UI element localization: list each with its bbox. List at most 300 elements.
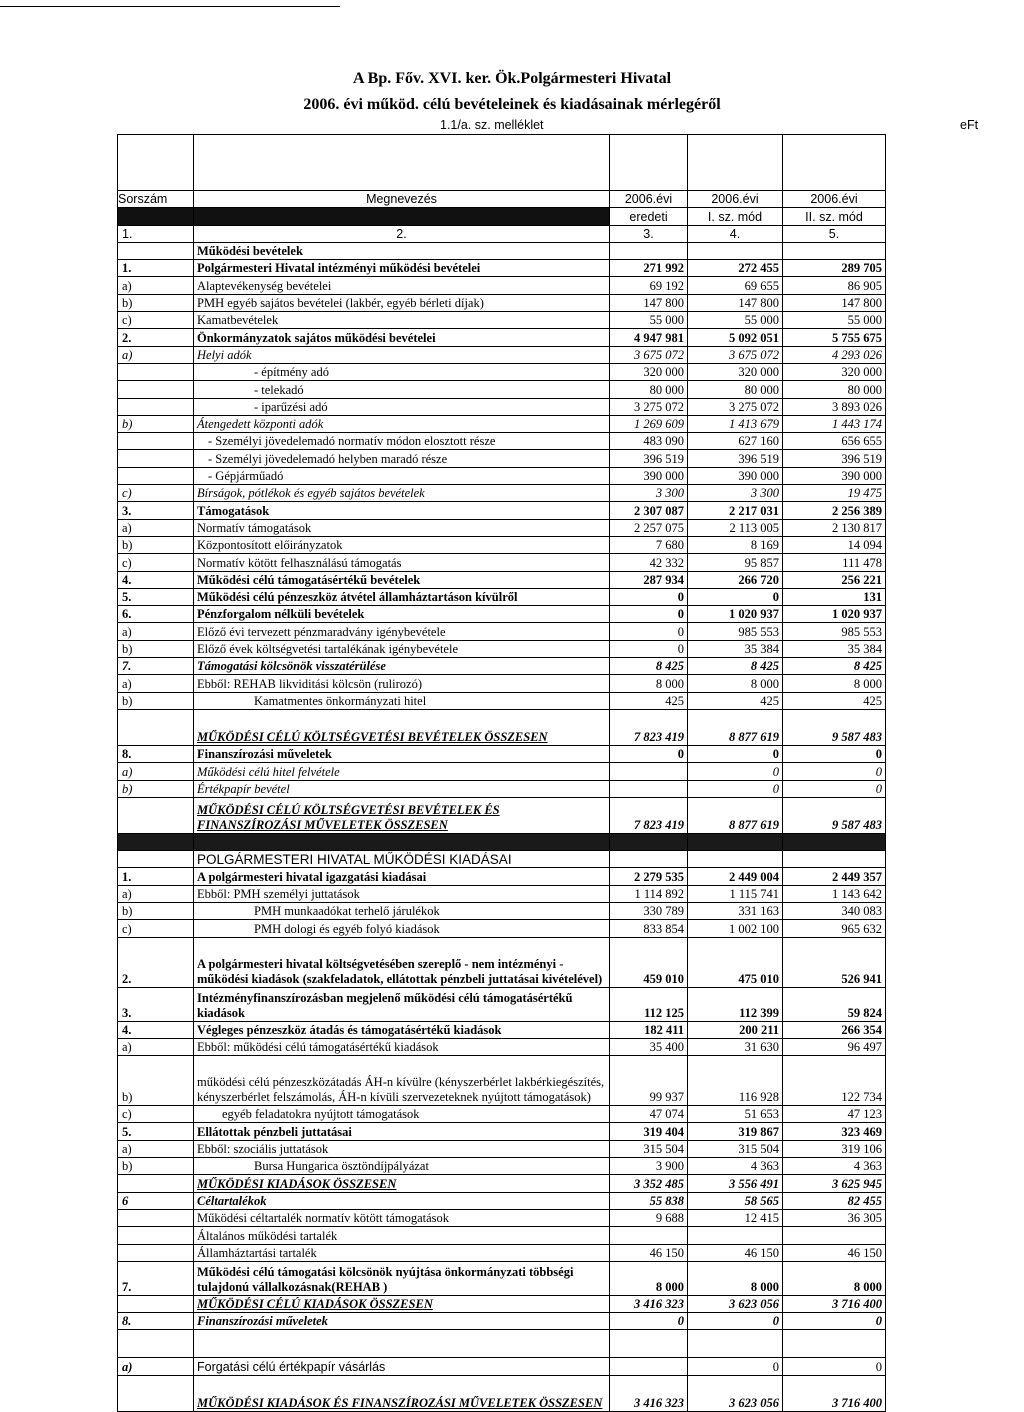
idx-4: 4.	[688, 225, 783, 242]
value-mod-1: 320 000	[688, 363, 783, 380]
table-row	[118, 277, 886, 294]
top-rule	[0, 6, 340, 7]
value-eredeti	[610, 1358, 688, 1375]
value-eredeti	[610, 1330, 688, 1358]
value-eredeti: 3 416 323	[610, 1375, 688, 1411]
row-number: c)	[118, 312, 194, 329]
value-eredeti: 8 425	[610, 658, 688, 675]
value-mod-1: 1 020 937	[688, 606, 783, 623]
value-eredeti: 147 800	[610, 294, 688, 311]
value-eredeti: 483 090	[610, 433, 688, 450]
value-mod-2: 3 893 026	[783, 398, 886, 415]
row-number	[118, 851, 194, 868]
value-mod-1: 12 415	[688, 1209, 783, 1226]
value-mod-1: 55 000	[688, 312, 783, 329]
value-eredeti: 320 000	[610, 363, 688, 380]
row-label: - Személyi jövedelemadó helyben maradó része	[194, 450, 610, 467]
value-eredeti: 35 400	[610, 1038, 688, 1055]
table-row	[118, 294, 886, 311]
value-mod-2: 0	[783, 780, 886, 797]
col3-bottom: eredeti	[610, 208, 688, 225]
value-mod-2: 0	[783, 1313, 886, 1330]
value-eredeti: 46 150	[610, 1244, 688, 1261]
table-row	[118, 1158, 886, 1175]
table-row	[118, 606, 886, 623]
row-number: 2.	[118, 329, 194, 346]
row-number: 6.	[118, 606, 194, 623]
table-row	[118, 1021, 886, 1038]
row-number: b)	[118, 415, 194, 432]
value-eredeti: 3 300	[610, 485, 688, 502]
table-row	[118, 398, 886, 415]
value-eredeti: 8 000	[610, 1261, 688, 1295]
row-label: Finanszírozási műveletek	[194, 1313, 610, 1330]
row-number	[118, 833, 194, 850]
value-mod-2: 9 587 483	[783, 797, 886, 833]
col5-bottom: II. sz. mód	[783, 208, 886, 225]
table-row	[118, 833, 886, 850]
row-number: 8.	[118, 1313, 194, 1330]
value-mod-1: 390 000	[688, 467, 783, 484]
row-label: POLGÁRMESTERI HIVATAL MŰKÖDÉSI KIADÁSAI	[194, 851, 610, 868]
row-label: Általános működési tartalék	[194, 1227, 610, 1244]
row-number	[118, 1227, 194, 1244]
value-mod-2: 35 384	[783, 640, 886, 657]
table-row	[118, 467, 886, 484]
row-number: b)	[118, 1158, 194, 1175]
row-number: b)	[118, 902, 194, 919]
row-label: Bírságok, pótlékok és egyéb sajátos bevételek	[194, 485, 610, 502]
row-label: PMH munkaadókat terhelő járulékok	[194, 902, 610, 919]
row-label: Pénzforgalom nélküli bevételek	[194, 606, 610, 623]
value-mod-2: 1 020 937	[783, 606, 886, 623]
value-mod-1: 5 092 051	[688, 329, 783, 346]
row-label: - telekadó	[194, 381, 610, 398]
value-mod-1: 116 928	[688, 1056, 783, 1106]
value-mod-1: 627 160	[688, 433, 783, 450]
row-label: MŰKÖDÉSI KIADÁSOK ÉS FINANSZÍROZÁSI MŰVELETEK ÖSSZESEN	[194, 1375, 610, 1411]
value-eredeti	[610, 242, 688, 259]
value-mod-1: 331 163	[688, 902, 783, 919]
table-body	[118, 242, 886, 1411]
value-mod-2	[783, 242, 886, 259]
value-mod-2: 3 625 945	[783, 1175, 886, 1192]
row-number: 5.	[118, 588, 194, 605]
row-label: Céltartalékok	[194, 1192, 610, 1209]
value-eredeti: 3 675 072	[610, 346, 688, 363]
row-label: Normatív támogatások	[194, 519, 610, 536]
row-number: a)	[118, 623, 194, 640]
row-label: PMH egyéb sajátos bevételei (lakbér, egyéb bérleti díjak)	[194, 294, 610, 311]
table-row	[118, 536, 886, 553]
value-mod-1: 266 720	[688, 571, 783, 588]
table-row	[118, 1056, 886, 1106]
value-eredeti: 0	[610, 1313, 688, 1330]
value-mod-2: 0	[783, 745, 886, 762]
value-mod-2: 985 553	[783, 623, 886, 640]
value-mod-1: 8 000	[688, 675, 783, 692]
row-label: - iparűzési adó	[194, 398, 610, 415]
value-eredeti: 182 411	[610, 1021, 688, 1038]
value-eredeti: 425	[610, 692, 688, 709]
document-title: A Bp. Főv. XVI. ker. Ök.Polgármesteri Hivatal	[352, 70, 672, 87]
value-mod-2: 82 455	[783, 1192, 886, 1209]
value-eredeti: 287 934	[610, 571, 688, 588]
table-row	[118, 763, 886, 780]
value-eredeti: 0	[610, 745, 688, 762]
row-label	[194, 1330, 610, 1358]
value-mod-1: 396 519	[688, 450, 783, 467]
row-label: Államháztartási tartalék	[194, 1244, 610, 1261]
value-mod-1	[688, 851, 783, 868]
value-mod-2: 390 000	[783, 467, 886, 484]
row-label: MŰKÖDÉSI KIADÁSOK ÖSSZESEN	[194, 1175, 610, 1192]
row-number: a)	[118, 346, 194, 363]
value-mod-1: 35 384	[688, 640, 783, 657]
value-mod-1: 272 455	[688, 260, 783, 277]
value-mod-1: 8 877 619	[688, 797, 783, 833]
row-label: Működési bevételek	[194, 242, 610, 259]
value-mod-2: 340 083	[783, 902, 886, 919]
row-number	[118, 1209, 194, 1226]
value-eredeti	[610, 833, 688, 850]
table-row	[118, 868, 886, 885]
row-number: 8.	[118, 745, 194, 762]
value-eredeti: 390 000	[610, 467, 688, 484]
value-mod-2: 14 094	[783, 536, 886, 553]
row-label: - Személyi jövedelemadó normatív módon elosztott része	[194, 433, 610, 450]
table-row	[118, 745, 886, 762]
value-mod-1: 31 630	[688, 1038, 783, 1055]
value-mod-2: 47 123	[783, 1106, 886, 1123]
row-number: a)	[118, 1038, 194, 1055]
value-eredeti: 99 937	[610, 1056, 688, 1106]
value-mod-1: 985 553	[688, 623, 783, 640]
row-number	[118, 797, 194, 833]
row-label: Előző évi tervezett pénzmaradvány igénybevétele	[194, 623, 610, 640]
value-mod-1: 2 217 031	[688, 502, 783, 519]
row-number: c)	[118, 554, 194, 571]
table-row	[118, 1358, 886, 1375]
row-number	[118, 242, 194, 259]
document-subtitle: 2006. évi működ. célú bevételeinek és kiadásainak mérlegéről	[303, 96, 721, 113]
row-number: b)	[118, 1056, 194, 1106]
value-eredeti: 2 307 087	[610, 502, 688, 519]
value-mod-1: 8 000	[688, 1261, 783, 1295]
value-mod-2: 289 705	[783, 260, 886, 277]
value-mod-1: 0	[688, 780, 783, 797]
row-number: a)	[118, 675, 194, 692]
table-row	[118, 1244, 886, 1261]
row-label: Működési céltartalék normatív kötött támogatások	[194, 1209, 610, 1226]
table-row	[118, 329, 886, 346]
row-number	[118, 1330, 194, 1358]
row-number	[118, 1244, 194, 1261]
value-mod-2: 656 655	[783, 433, 886, 450]
table-row	[118, 502, 886, 519]
value-mod-1: 58 565	[688, 1192, 783, 1209]
value-mod-2: 9 587 483	[783, 709, 886, 745]
value-eredeti: 1 269 609	[610, 415, 688, 432]
row-label: egyéb feladatokra nyújtott támogatások	[194, 1106, 610, 1123]
value-mod-2: 8 000	[783, 1261, 886, 1295]
row-number: 5.	[118, 1123, 194, 1140]
row-number: c)	[118, 1106, 194, 1123]
row-number: 4.	[118, 1021, 194, 1038]
table-row	[118, 1227, 886, 1244]
table-row	[118, 623, 886, 640]
table-row	[118, 1106, 886, 1123]
row-number: 3.	[118, 502, 194, 519]
value-eredeti	[610, 763, 688, 780]
value-mod-2: 59 824	[783, 987, 886, 1021]
row-label: - építmény adó	[194, 363, 610, 380]
row-number: b)	[118, 692, 194, 709]
value-mod-1: 0	[688, 763, 783, 780]
idx-5: 5.	[783, 225, 886, 242]
value-mod-2: 323 469	[783, 1123, 886, 1140]
value-eredeti: 3 416 323	[610, 1295, 688, 1312]
value-mod-2: 3 716 400	[783, 1375, 886, 1411]
table-row	[118, 709, 886, 745]
col4-bottom: I. sz. mód	[688, 208, 783, 225]
value-mod-1: 475 010	[688, 937, 783, 987]
row-label: Központosított előirányzatok	[194, 536, 610, 553]
row-label: Előző évek költségvetési tartalékának igénybevétele	[194, 640, 610, 657]
header-row-2	[118, 208, 886, 225]
row-label: Ebből: PMH személyi juttatások	[194, 885, 610, 902]
row-number: b)	[118, 294, 194, 311]
header-shade-1	[118, 208, 194, 225]
value-mod-2: 4 293 026	[783, 346, 886, 363]
row-number: a)	[118, 519, 194, 536]
row-number: b)	[118, 780, 194, 797]
value-mod-1: 3 623 056	[688, 1295, 783, 1312]
value-mod-1	[688, 833, 783, 850]
row-number: a)	[118, 1358, 194, 1375]
value-eredeti: 80 000	[610, 381, 688, 398]
row-number	[118, 1295, 194, 1312]
value-mod-2: 425	[783, 692, 886, 709]
table-row	[118, 1295, 886, 1312]
value-eredeti	[610, 1227, 688, 1244]
value-mod-2: 2 449 357	[783, 868, 886, 885]
table-row	[118, 987, 886, 1021]
row-number: 1.	[118, 868, 194, 885]
row-label	[194, 833, 610, 850]
value-eredeti: 55 000	[610, 312, 688, 329]
row-label: Polgármesteri Hivatal intézményi működési bevételei	[194, 260, 610, 277]
table-row	[118, 554, 886, 571]
value-mod-1: 1 115 741	[688, 885, 783, 902]
value-eredeti: 4 947 981	[610, 329, 688, 346]
value-mod-1: 147 800	[688, 294, 783, 311]
table-row	[118, 1313, 886, 1330]
value-mod-2: 1 143 642	[783, 885, 886, 902]
value-mod-2: 2 130 817	[783, 519, 886, 536]
value-mod-1: 4 363	[688, 1158, 783, 1175]
row-label: Végleges pénzeszköz átadás és támogatásértékű kiadások	[194, 1021, 610, 1038]
value-mod-2: 80 000	[783, 381, 886, 398]
row-label: Intézményfinanszírozásban megjelenő működési célú támogatásértékű kiadások	[194, 987, 610, 1021]
table-row	[118, 260, 886, 277]
row-label: Működési célú pénzeszköz átvétel államháztartáson kívülről	[194, 588, 610, 605]
value-mod-2: 1 443 174	[783, 415, 886, 432]
table-row	[118, 450, 886, 467]
value-mod-2: 19 475	[783, 485, 886, 502]
table-row	[118, 885, 886, 902]
value-mod-1: 3 300	[688, 485, 783, 502]
row-label: Normatív kötött felhasználású támogatás	[194, 554, 610, 571]
value-mod-2: 320 000	[783, 363, 886, 380]
row-label: Ellátottak pénzbeli juttatásai	[194, 1123, 610, 1140]
value-mod-2: 4 363	[783, 1158, 886, 1175]
row-label: Bursa Hungarica ösztöndíjpályázat	[194, 1158, 610, 1175]
row-label: Alaptevékenység bevételei	[194, 277, 610, 294]
table-row	[118, 640, 886, 657]
table-row	[118, 920, 886, 937]
table-row	[118, 433, 886, 450]
value-eredeti: 396 519	[610, 450, 688, 467]
row-label: Támogatási kölcsönök visszatérülése	[194, 658, 610, 675]
col5-top: 2006.évi	[783, 191, 886, 208]
table-row	[118, 1330, 886, 1358]
budget-table	[117, 190, 886, 1412]
row-label: PMH dologi és egyéb folyó kiadások	[194, 920, 610, 937]
value-mod-2: 526 941	[783, 937, 886, 987]
value-mod-2: 0	[783, 763, 886, 780]
row-number: b)	[118, 536, 194, 553]
table-row	[118, 675, 886, 692]
value-eredeti: 2 279 535	[610, 868, 688, 885]
value-mod-1: 95 857	[688, 554, 783, 571]
row-label: Átengedett központi adók	[194, 415, 610, 432]
row-label: A polgármesteri hivatal igazgatási kiadásai	[194, 868, 610, 885]
table-row	[118, 797, 886, 833]
value-mod-1: 0	[688, 588, 783, 605]
col4-top: 2006.évi	[688, 191, 783, 208]
value-mod-2	[783, 1330, 886, 1358]
value-eredeti: 315 504	[610, 1140, 688, 1157]
value-mod-1: 0	[688, 745, 783, 762]
value-eredeti: 330 789	[610, 902, 688, 919]
row-number: a)	[118, 1140, 194, 1157]
value-mod-1: 425	[688, 692, 783, 709]
table-row	[118, 1140, 886, 1157]
value-mod-2	[783, 851, 886, 868]
value-eredeti: 8 000	[610, 675, 688, 692]
row-number: a)	[118, 277, 194, 294]
value-mod-2: 2 256 389	[783, 502, 886, 519]
row-number: 2.	[118, 937, 194, 987]
row-label: Ebből: szociális juttatások	[194, 1140, 610, 1157]
value-eredeti: 0	[610, 623, 688, 640]
value-eredeti: 7 680	[610, 536, 688, 553]
value-mod-2: 396 519	[783, 450, 886, 467]
value-mod-2: 147 800	[783, 294, 886, 311]
table-row	[118, 692, 886, 709]
value-mod-2: 319 106	[783, 1140, 886, 1157]
value-eredeti: 1 114 892	[610, 885, 688, 902]
table-row	[118, 1038, 886, 1055]
idx-1: 1.	[118, 225, 194, 242]
table-row	[118, 851, 886, 868]
value-mod-2: 8 000	[783, 675, 886, 692]
value-mod-1: 2 449 004	[688, 868, 783, 885]
value-mod-2: 86 905	[783, 277, 886, 294]
row-number: c)	[118, 920, 194, 937]
table-row	[118, 937, 886, 987]
header-shade-2	[194, 208, 610, 225]
table-row	[118, 588, 886, 605]
row-number: a)	[118, 763, 194, 780]
value-mod-1: 8 169	[688, 536, 783, 553]
row-label: működési célú pénzeszközátadás ÁH-n kívülre (kényszerbérlet lakbérkiegészítés, kényszerbérlet felszámolás, ÁH-n kívüli szervezeteknek nyújtott támogatások)	[194, 1056, 610, 1106]
value-mod-1: 46 150	[688, 1244, 783, 1261]
value-mod-1: 3 623 056	[688, 1375, 783, 1411]
col-sorszam: Sorszám	[118, 191, 194, 208]
value-mod-2: 266 354	[783, 1021, 886, 1038]
value-eredeti: 3 352 485	[610, 1175, 688, 1192]
table-row	[118, 415, 886, 432]
value-mod-2: 46 150	[783, 1244, 886, 1261]
table-row	[118, 519, 886, 536]
idx-3: 3.	[610, 225, 688, 242]
table-row	[118, 242, 886, 259]
header-row-1	[118, 191, 886, 208]
header-frame	[117, 134, 886, 191]
value-eredeti: 112 125	[610, 987, 688, 1021]
row-label: Támogatások	[194, 502, 610, 519]
value-mod-2: 8 425	[783, 658, 886, 675]
value-eredeti	[610, 780, 688, 797]
value-mod-1: 2 113 005	[688, 519, 783, 536]
row-label: - Gépjárműadó	[194, 467, 610, 484]
value-eredeti: 3 275 072	[610, 398, 688, 415]
value-mod-2: 5 755 675	[783, 329, 886, 346]
value-mod-1: 200 211	[688, 1021, 783, 1038]
value-eredeti: 9 688	[610, 1209, 688, 1226]
value-eredeti: 55 838	[610, 1192, 688, 1209]
row-label: Működési célú támogatásértékű bevételek	[194, 571, 610, 588]
value-eredeti: 271 992	[610, 260, 688, 277]
value-eredeti: 3 900	[610, 1158, 688, 1175]
value-mod-1: 0	[688, 1358, 783, 1375]
value-mod-1: 69 655	[688, 277, 783, 294]
row-label: Működési célú támogatási kölcsönök nyújtása önkormányzati többségi tulajdonú vállalkozásnak(REHAB )	[194, 1261, 610, 1295]
value-mod-2: 111 478	[783, 554, 886, 571]
value-eredeti: 42 332	[610, 554, 688, 571]
value-eredeti: 47 074	[610, 1106, 688, 1123]
value-mod-2: 965 632	[783, 920, 886, 937]
value-eredeti: 7 823 419	[610, 797, 688, 833]
value-eredeti: 0	[610, 606, 688, 623]
row-label: A polgármesteri hivatal költségvetésében szereplő - nem intézményi - működési kiadások (szakfeladatok, ellátottak pénzbeli juttatásai kivételével)	[194, 937, 610, 987]
table-row	[118, 312, 886, 329]
value-mod-1: 315 504	[688, 1140, 783, 1157]
value-mod-2: 3 716 400	[783, 1295, 886, 1312]
row-label: Forgatási célú értékpapír vásárlás	[194, 1358, 610, 1375]
row-number: c)	[118, 485, 194, 502]
table-row	[118, 1175, 886, 1192]
value-eredeti: 459 010	[610, 937, 688, 987]
value-eredeti	[610, 851, 688, 868]
row-label: Kamatbevételek	[194, 312, 610, 329]
col3-top: 2006.évi	[610, 191, 688, 208]
row-label: Önkormányzatok sajátos működési bevételei	[194, 329, 610, 346]
table-row	[118, 363, 886, 380]
row-number: 1.	[118, 260, 194, 277]
